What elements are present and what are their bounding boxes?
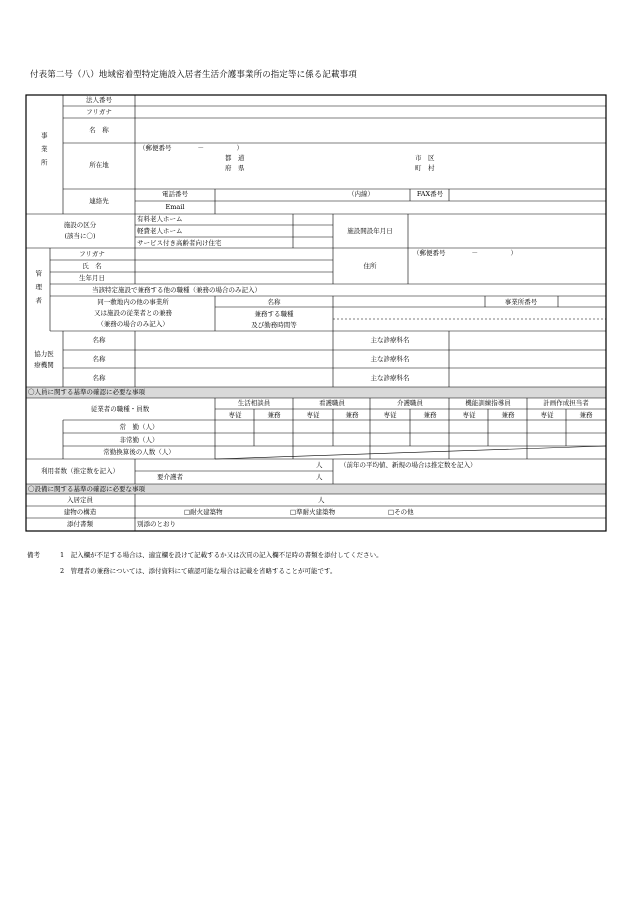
hojin-bango-label: 法人番号 (86, 96, 112, 104)
kozo-option-sonota[interactable]: □その他 (388, 508, 414, 516)
shiku-label: 市 区 (415, 154, 435, 162)
denwa-label: 電話番号 (162, 190, 188, 198)
todo-label: 都 道 (225, 154, 245, 162)
senju-1: 専従 (228, 411, 242, 419)
shisetsu-type-3: サービス付き高齢者向け住宅 (137, 239, 222, 247)
biko-item-1: 1 記入欄が不足する場合は、適宜欄を設けて記載するか又は次頁の記入欄不足時の書類を添付してください。 (60, 551, 383, 559)
job-kaigo: 介護職員 (397, 399, 423, 407)
fax-label: FAX番号 (416, 190, 444, 198)
kennmu-4: 兼務 (501, 411, 515, 419)
kennmu-3: 兼務 (423, 411, 437, 419)
kanrisha-yubin: （郵便番号 － ） (413, 249, 517, 257)
jokin-row-label: 常 勤（人） (119, 423, 159, 431)
shisetsu-type-1: 有料老人ホーム (137, 215, 183, 223)
choson-label: 町 村 (415, 164, 435, 172)
jigyosho-heading-text: 事業所 (39, 132, 48, 173)
tenpu-label: 添付書類 (67, 520, 93, 528)
biko-label: 備考 (27, 551, 40, 559)
biko-item-2: 2 管理者の兼務については、添付資料にて確認可能な場合は記載を省略することが可能です。 (60, 567, 337, 575)
kanrisha-heading (35, 270, 42, 312)
riyosha-label: 利用者数（推定数を記入） (41, 467, 119, 475)
jugyosha-header: 従業者の職種・員数 (90, 405, 150, 413)
kozo-option-taika[interactable]: □耐火建築物 (184, 508, 223, 516)
shisetsu-kubun-label: 施設の区分 (63, 221, 97, 229)
jigyosho-heading (39, 132, 46, 175)
job-kango: 看護職員 (319, 399, 345, 407)
kyoryoku-name-3: 名称 (92, 374, 106, 382)
kennmu-5: 兼務 (579, 411, 593, 419)
tenpu-value: 別添のとおり (137, 520, 176, 528)
other-jigyosho-2: 又は施設の従業者との兼務 (94, 309, 172, 317)
kennmu-shokushu-1: 兼務する職種 (254, 310, 294, 318)
hijokin-row-label: 非常勤（人） (119, 436, 159, 444)
riyosha-note: （前年の平均値、新規の場合は推定数を記入） (340, 461, 477, 469)
kyoryoku-dept-1: 主な診療科名 (370, 336, 410, 344)
jinin-section-header: 〇人員に関する基準の確認に必要な事項 (28, 388, 145, 396)
jigyosho-bango-label: 事業所番号 (504, 298, 538, 306)
kozo-label: 建物の構造 (63, 508, 97, 516)
kanrisha-jusho: 住所 (363, 262, 377, 270)
naisen-label: （内線） (348, 190, 374, 198)
yokaigo-label: 要介護者 (157, 473, 183, 481)
kyoryoku-heading-1: 協力医 (34, 350, 54, 358)
senju-5: 専従 (540, 411, 554, 419)
setsubi-section-header: 〇設備に関する基準の確認に必要な事項 (28, 485, 145, 493)
fuken-label: 府 県 (225, 164, 245, 172)
meisho-label: 名 称 (89, 126, 109, 134)
teiin-unit: 人 (318, 496, 325, 504)
kyoryoku-heading-2: 療機関 (34, 361, 54, 369)
kyoryoku-dept-3: 主な診療科名 (370, 374, 410, 382)
riyosha-unit: 人 (316, 461, 323, 469)
kyoryoku-name-1: 名称 (92, 336, 106, 344)
kanrisha-heading-text: 管理者 (34, 270, 43, 311)
kanrisha-shimei: 氏 名 (82, 262, 102, 270)
senju-3: 専従 (383, 411, 397, 419)
kanrisha-seinengappi: 生年月日 (79, 274, 105, 282)
shisetsu-type-2: 軽費老人ホーム (137, 227, 183, 235)
senju-2: 専従 (306, 411, 320, 419)
kennmu-1: 兼務 (267, 411, 281, 419)
yubin-bango: （郵便番号 － ） (139, 144, 243, 152)
shozaichi-label: 所在地 (89, 161, 109, 169)
kennmu-shokushu-2: 及び勤務時間等 (251, 321, 297, 329)
email-label: Email (165, 203, 185, 211)
other-jigyosho-1: 同一敷地内の他の事業所 (97, 298, 169, 306)
kansan-row-label: 常勤換算後の人数（人） (103, 448, 175, 456)
kozo-option-juntaika[interactable]: □準耐火建築物 (290, 508, 336, 516)
job-seikatsu: 生活相談員 (237, 399, 271, 407)
kennmu-2: 兼務 (345, 411, 359, 419)
renrakusaki-label: 連絡先 (89, 197, 109, 205)
other-meisho-label: 名称 (267, 298, 281, 306)
form-title: 付表第二号（八）地域密着型特定施設入居者生活介護事業所の指定等に係る記載事項 (30, 70, 357, 80)
kyoryoku-name-2: 名称 (92, 355, 106, 363)
job-keikaku: 計画作成担当者 (543, 399, 589, 407)
kaisetsu-label: 施設開設年月日 (347, 227, 393, 235)
kennmu-shokushu-label: 当該特定施設で兼務する他の職種（兼務の場合のみ記入） (92, 286, 261, 294)
kanrisha-furigana: フリガナ (79, 250, 105, 258)
kyoryoku-dept-2: 主な診療科名 (370, 355, 410, 363)
senju-4: 専従 (462, 411, 476, 419)
teiin-label: 入居定員 (67, 496, 93, 504)
other-jigyosho-3: （兼務の場合のみ記入） (97, 320, 169, 328)
furigana-label: フリガナ (86, 108, 112, 116)
job-kino: 機能訓練指導員 (465, 399, 511, 407)
shisetsu-kubun-note: (該当に〇) (64, 232, 96, 240)
yokaigo-unit: 人 (316, 473, 323, 481)
